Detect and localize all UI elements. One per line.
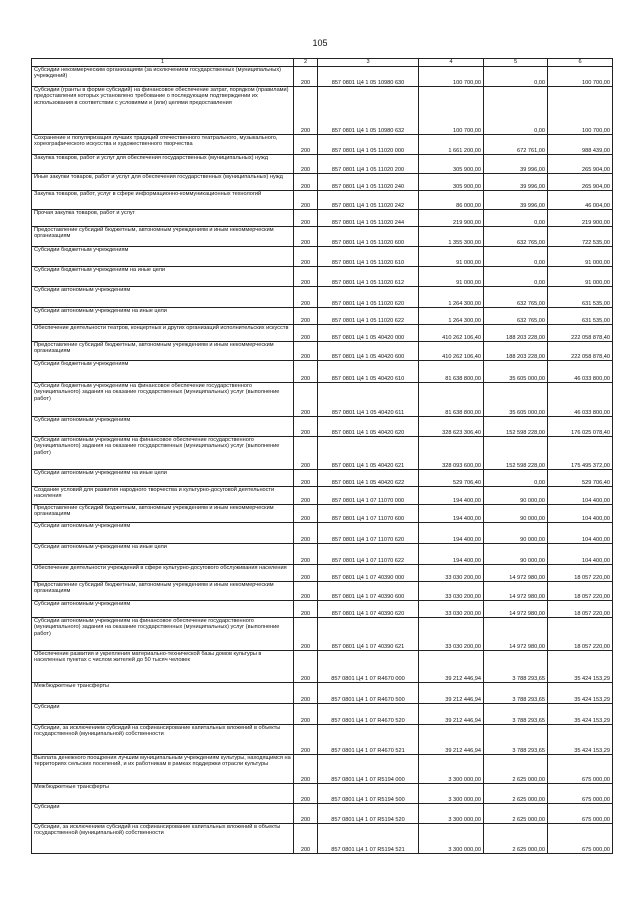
header-cell: 6	[548, 59, 613, 67]
page-number: 105	[312, 38, 328, 48]
row-amount-total: 3 300 000,00	[419, 784, 484, 804]
table-row	[32, 544, 613, 565]
row-amount-remaining: 675 000,00	[548, 784, 613, 804]
row-classification-code: 857 0801 Ц4 1 05 40420 621	[318, 437, 419, 470]
row-classification-code: 857 0801 Ц4 1 07 R4670 520	[318, 704, 419, 725]
header-cell: 1	[32, 59, 294, 67]
row-amount-remaining: 529 706,40	[548, 470, 613, 487]
row-admin-code: 200	[294, 725, 318, 755]
row-amount-total: 194 400,00	[419, 523, 484, 544]
row-amount-total: 33 030 200,00	[419, 601, 484, 618]
row-amount-remaining: 222 058 878,40	[548, 342, 613, 361]
row-amount-total: 39 212 446,94	[419, 683, 484, 704]
table-row	[32, 651, 613, 683]
row-classification-code: 857 0801 Ц4 1 05 11020 612	[318, 267, 419, 287]
row-name: Субсидии бюджетным учреждениям на иные цели	[32, 267, 294, 287]
row-amount-executed: 3 788 293,65	[484, 725, 548, 755]
row-amount-executed: 672 761,00	[484, 135, 548, 155]
row-amount-total: 100 700,00	[419, 67, 484, 87]
row-amount-total: 1 355 300,00	[419, 227, 484, 247]
row-amount-total: 194 400,00	[419, 505, 484, 523]
table-row	[32, 342, 613, 361]
row-amount-remaining: 675 000,00	[548, 804, 613, 824]
row-classification-code: 857 0801 Ц4 1 07 R5194 000	[318, 755, 419, 784]
row-admin-code: 200	[294, 417, 318, 437]
row-name: Субсидии автономным учреждениям на финансовое обеспечение государственного (муниципального) задания на оказание государственных (муниципальных) услуг (выполнение работ)	[32, 437, 294, 470]
row-name: Субсидии автономным учреждениям на иные цели	[32, 544, 294, 565]
row-classification-code: 857 0801 Ц4 1 07 11070 622	[318, 544, 419, 565]
row-amount-remaining: 176 025 078,40	[548, 417, 613, 437]
row-name: Субсидии автономным учреждениям	[32, 601, 294, 618]
row-amount-remaining: 18 057 220,00	[548, 601, 613, 618]
row-amount-executed: 39 996,00	[484, 191, 548, 210]
row-classification-code: 857 0801 Ц4 1 05 11020 000	[318, 135, 419, 155]
table-row	[32, 383, 613, 417]
row-classification-code: 857 0801 Ц4 1 05 40420 622	[318, 470, 419, 487]
row-amount-remaining: 91 000,00	[548, 267, 613, 287]
row-name: Предоставление субсидий бюджетным, автономным учреждениям и иным некоммерческим организациям	[32, 227, 294, 247]
row-name: Обеспечение деятельности учреждений в сфере культурно-досугового обслуживания населения	[32, 565, 294, 582]
row-amount-total: 194 400,00	[419, 487, 484, 505]
row-amount-executed: 14 972 980,00	[484, 565, 548, 582]
row-amount-total: 100 700,00	[419, 87, 484, 135]
row-amount-executed: 632 765,00	[484, 227, 548, 247]
row-name: Субсидии, за исключением субсидий на софинансирование капитальных вложений в объекты государственной (муниципальной) собственности	[32, 725, 294, 755]
row-admin-code: 200	[294, 437, 318, 470]
row-admin-code: 200	[294, 361, 318, 383]
row-admin-code: 200	[294, 267, 318, 287]
row-amount-executed: 3 788 293,65	[484, 683, 548, 704]
row-classification-code: 857 0801 Ц4 1 07 R4670 500	[318, 683, 419, 704]
row-amount-executed: 39 996,00	[484, 174, 548, 191]
row-amount-executed: 14 972 980,00	[484, 618, 548, 651]
row-amount-remaining: 722 535,00	[548, 227, 613, 247]
row-amount-total: 1 264 300,00	[419, 287, 484, 308]
row-admin-code: 200	[294, 342, 318, 361]
row-amount-executed: 90 000,00	[484, 544, 548, 565]
row-classification-code: 857 0801 Ц4 1 05 40420 000	[318, 325, 419, 342]
row-name: Обеспечение развития и укрепления материально-технической базы домов культуры в населенных пунктах с числом жителей до 50 тысяч человек	[32, 651, 294, 683]
row-amount-total: 81 638 800,00	[419, 383, 484, 417]
row-amount-remaining: 104 400,00	[548, 487, 613, 505]
row-amount-total: 410 262 106,40	[419, 325, 484, 342]
row-amount-executed: 0,00	[484, 210, 548, 227]
row-name: Предоставление субсидий бюджетным, автономным учреждениям и иным некоммерческим организациям	[32, 505, 294, 523]
row-amount-remaining: 219 900,00	[548, 210, 613, 227]
table-row	[32, 417, 613, 437]
table-row	[32, 601, 613, 618]
row-amount-executed: 188 203 228,00	[484, 342, 548, 361]
row-name: Создание условий для развития народного творчества и культурно-досуговой деятельности населения	[32, 487, 294, 505]
row-amount-total: 3 300 000,00	[419, 804, 484, 824]
row-classification-code: 857 0801 Ц4 1 05 11020 240	[318, 174, 419, 191]
row-amount-total: 91 000,00	[419, 267, 484, 287]
row-amount-total: 3 300 000,00	[419, 824, 484, 854]
row-amount-executed: 90 000,00	[484, 523, 548, 544]
table-row	[32, 704, 613, 725]
table-row	[32, 523, 613, 544]
row-amount-total: 305 900,00	[419, 155, 484, 174]
table-row	[32, 287, 613, 308]
row-name: Субсидии автономным учреждениям	[32, 287, 294, 308]
row-admin-code: 200	[294, 135, 318, 155]
row-admin-code: 200	[294, 487, 318, 505]
row-amount-executed: 188 203 228,00	[484, 325, 548, 342]
row-amount-executed: 2 625 000,00	[484, 804, 548, 824]
row-amount-remaining: 100 700,00	[548, 67, 613, 87]
row-admin-code: 200	[294, 651, 318, 683]
row-classification-code: 857 0801 Ц4 1 07 11070 600	[318, 505, 419, 523]
row-admin-code: 200	[294, 784, 318, 804]
row-amount-executed: 14 972 980,00	[484, 601, 548, 618]
row-amount-total: 3 300 000,00	[419, 755, 484, 784]
budget-table	[31, 58, 613, 854]
row-admin-code: 200	[294, 308, 318, 325]
row-amount-total: 81 638 800,00	[419, 361, 484, 383]
table-row	[32, 618, 613, 651]
row-classification-code: 857 0801 Ц4 1 07 R4670 521	[318, 725, 419, 755]
row-name: Субсидии некоммерческим организациям (за исключением государственных (муниципальных) учреждений)	[32, 67, 294, 87]
row-admin-code: 200	[294, 247, 318, 267]
row-classification-code: 857 0801 Ц4 1 07 R5194 520	[318, 804, 419, 824]
row-admin-code: 200	[294, 470, 318, 487]
row-amount-remaining: 175 495 372,00	[548, 437, 613, 470]
table-row	[32, 191, 613, 210]
row-amount-total: 328 623 306,40	[419, 417, 484, 437]
row-amount-executed: 0,00	[484, 470, 548, 487]
row-name: Выплата денежного поощрения лучшим муниципальным учреждениям культуры, находящимся на территориях сельских поселений, и их работникам в рамках поддержки отрасли культуры	[32, 755, 294, 784]
row-admin-code: 200	[294, 287, 318, 308]
row-amount-total: 33 030 200,00	[419, 582, 484, 601]
row-name: Закупка товаров, работ, услуг в сфере информационно-коммуникационных технологий	[32, 191, 294, 210]
row-name: Прочая закупка товаров, работ и услуг	[32, 210, 294, 227]
row-amount-executed: 2 625 000,00	[484, 784, 548, 804]
row-amount-total: 33 030 200,00	[419, 565, 484, 582]
row-amount-remaining: 18 057 220,00	[548, 582, 613, 601]
row-name: Субсидии	[32, 804, 294, 824]
row-admin-code: 200	[294, 601, 318, 618]
row-amount-remaining: 988 439,00	[548, 135, 613, 155]
row-name: Межбюджетные трансферты	[32, 683, 294, 704]
table-row	[32, 565, 613, 582]
table-row	[32, 67, 613, 87]
row-amount-executed: 90 000,00	[484, 505, 548, 523]
row-admin-code: 200	[294, 824, 318, 854]
row-name: Субсидии автономным учреждениям на иные цели	[32, 308, 294, 325]
row-admin-code: 200	[294, 683, 318, 704]
row-amount-executed: 0,00	[484, 247, 548, 267]
table-row	[32, 227, 613, 247]
row-amount-total: 39 212 446,94	[419, 725, 484, 755]
table-row	[32, 725, 613, 755]
table-row	[32, 210, 613, 227]
table-row	[32, 804, 613, 824]
row-classification-code: 857 0801 Ц4 1 05 11020 600	[318, 227, 419, 247]
row-admin-code: 200	[294, 618, 318, 651]
row-amount-total: 328 093 600,00	[419, 437, 484, 470]
row-amount-executed: 0,00	[484, 67, 548, 87]
row-admin-code: 200	[294, 582, 318, 601]
table-row	[32, 784, 613, 804]
row-name: Субсидии	[32, 704, 294, 725]
row-amount-remaining: 35 424 153,29	[548, 683, 613, 704]
row-amount-remaining: 265 904,00	[548, 174, 613, 191]
row-classification-code: 857 0801 Ц4 1 07 40390 621	[318, 618, 419, 651]
row-amount-total: 194 400,00	[419, 544, 484, 565]
row-amount-executed: 632 765,00	[484, 308, 548, 325]
row-name: Обеспечение деятельности театров, концертных и других организаций исполнительских искусств	[32, 325, 294, 342]
row-admin-code: 200	[294, 210, 318, 227]
row-classification-code: 857 0801 Ц4 1 07 11070 620	[318, 523, 419, 544]
row-admin-code: 200	[294, 67, 318, 87]
row-amount-executed: 90 000,00	[484, 487, 548, 505]
row-amount-remaining: 631 535,00	[548, 287, 613, 308]
row-amount-total: 305 900,00	[419, 174, 484, 191]
table-row	[32, 755, 613, 784]
row-name: Субсидии бюджетным учреждениям на финансовое обеспечение государственного (муниципального) задания на оказание государственных (муниципальных) услуг (выполнение работ)	[32, 383, 294, 417]
table-row	[32, 155, 613, 174]
row-amount-total: 1 661 200,00	[419, 135, 484, 155]
row-name: Сохранение и популяризация лучших традиций отечественного театрального, музыкального, хореографического искусства и художественного творчества	[32, 135, 294, 155]
row-amount-executed: 35 605 000,00	[484, 383, 548, 417]
row-classification-code: 857 0801 Ц4 1 07 R5194 500	[318, 784, 419, 804]
row-admin-code: 200	[294, 704, 318, 725]
row-admin-code: 200	[294, 523, 318, 544]
row-amount-remaining: 265 904,00	[548, 155, 613, 174]
row-amount-remaining: 35 424 153,29	[548, 704, 613, 725]
row-amount-total: 219 900,00	[419, 210, 484, 227]
row-amount-executed: 632 765,00	[484, 287, 548, 308]
row-amount-remaining: 104 400,00	[548, 523, 613, 544]
row-amount-remaining: 100 700,00	[548, 87, 613, 135]
row-admin-code: 200	[294, 191, 318, 210]
table-row	[32, 308, 613, 325]
table-row	[32, 824, 613, 854]
row-admin-code: 200	[294, 325, 318, 342]
row-amount-executed: 39 996,00	[484, 155, 548, 174]
row-admin-code: 200	[294, 565, 318, 582]
row-amount-executed: 0,00	[484, 87, 548, 135]
row-amount-remaining: 46 033 800,00	[548, 383, 613, 417]
table-row	[32, 135, 613, 155]
row-classification-code: 857 0801 Ц4 1 05 11020 620	[318, 287, 419, 308]
table-header-row	[32, 59, 613, 67]
row-admin-code: 200	[294, 155, 318, 174]
table-row	[32, 174, 613, 191]
row-admin-code: 200	[294, 174, 318, 191]
row-amount-total: 39 212 446,94	[419, 651, 484, 683]
row-classification-code: 857 0801 Ц4 1 05 40420 600	[318, 342, 419, 361]
row-name: Иные закупки товаров, работ и услуг для обеспечения государственных (муниципальных) нужд	[32, 174, 294, 191]
row-name: Предоставление субсидий бюджетным, автономным учреждениям и иным некоммерческим организациям	[32, 582, 294, 601]
row-classification-code: 857 0801 Ц4 1 07 11070 000	[318, 487, 419, 505]
table-row	[32, 437, 613, 470]
row-classification-code: 857 0801 Ц4 1 07 40390 620	[318, 601, 419, 618]
row-amount-executed: 152 598 228,00	[484, 417, 548, 437]
row-classification-code: 857 0801 Ц4 1 07 40390 000	[318, 565, 419, 582]
row-amount-total: 529 706,40	[419, 470, 484, 487]
row-classification-code: 857 0801 Ц4 1 07 40390 600	[318, 582, 419, 601]
row-amount-remaining: 675 000,00	[548, 755, 613, 784]
row-amount-remaining: 675 000,00	[548, 824, 613, 854]
table-row	[32, 87, 613, 135]
row-admin-code: 200	[294, 227, 318, 247]
header-cell: 4	[419, 59, 484, 67]
header-cell: 2	[294, 59, 318, 67]
row-amount-executed: 2 625 000,00	[484, 755, 548, 784]
table-row	[32, 247, 613, 267]
row-amount-remaining: 18 057 220,00	[548, 618, 613, 651]
row-amount-total: 86 000,00	[419, 191, 484, 210]
row-name: Субсидии автономным учреждениям на финансовое обеспечение государственного (муниципального) задания на оказание государственных (муниципальных) услуг (выполнение работ)	[32, 618, 294, 651]
row-classification-code: 857 0801 Ц4 1 05 10980 632	[318, 87, 419, 135]
row-admin-code: 200	[294, 755, 318, 784]
row-name: Межбюджетные трансферты	[32, 784, 294, 804]
row-amount-total: 39 212 446,94	[419, 704, 484, 725]
row-amount-remaining: 18 057 220,00	[548, 565, 613, 582]
row-classification-code: 857 0801 Ц4 1 05 40420 620	[318, 417, 419, 437]
row-amount-executed: 3 788 293,65	[484, 651, 548, 683]
table-row	[32, 267, 613, 287]
table-row	[32, 361, 613, 383]
row-name: Субсидии, за исключением субсидий на софинансирование капитальных вложений в объекты государственной (муниципальной) собственности	[32, 824, 294, 854]
row-amount-executed: 3 788 293,65	[484, 704, 548, 725]
row-amount-total: 1 264 300,00	[419, 308, 484, 325]
row-amount-remaining: 222 058 878,40	[548, 325, 613, 342]
row-amount-executed: 35 605 000,00	[484, 361, 548, 383]
row-amount-remaining: 35 424 153,29	[548, 651, 613, 683]
row-admin-code: 200	[294, 544, 318, 565]
row-name: Субсидии (гранты в форме субсидий) на финансовое обеспечение затрат, порядком (правилами) предоставления которых установлено требование о последующем подтверждении их использования в соответствии с условиями и (или) целями предоставления	[32, 87, 294, 135]
row-classification-code: 857 0801 Ц4 1 05 40420 610	[318, 361, 419, 383]
row-amount-remaining: 46 033 800,00	[548, 361, 613, 383]
row-classification-code: 857 0801 Ц4 1 05 11020 622	[318, 308, 419, 325]
row-amount-total: 410 262 106,40	[419, 342, 484, 361]
row-name: Субсидии бюджетным учреждениям	[32, 247, 294, 267]
row-name: Закупка товаров, работ и услуг для обеспечения государственных (муниципальных) нужд	[32, 155, 294, 174]
row-amount-remaining: 46 004,00	[548, 191, 613, 210]
row-name: Предоставление субсидий бюджетным, автономным учреждениям и иным некоммерческим организациям	[32, 342, 294, 361]
row-amount-total: 33 030 200,00	[419, 618, 484, 651]
row-amount-remaining: 104 400,00	[548, 505, 613, 523]
row-name: Субсидии бюджетным учреждениям	[32, 361, 294, 383]
table-row	[32, 470, 613, 487]
header-cell: 3	[318, 59, 419, 67]
table-row	[32, 487, 613, 505]
row-name: Субсидии автономным учреждениям	[32, 417, 294, 437]
row-amount-remaining: 631 535,00	[548, 308, 613, 325]
row-classification-code: 857 0801 Ц4 1 07 R4670 000	[318, 651, 419, 683]
table-row	[32, 505, 613, 523]
header-cell: 5	[484, 59, 548, 67]
row-classification-code: 857 0801 Ц4 1 05 40420 611	[318, 383, 419, 417]
row-amount-remaining: 104 400,00	[548, 544, 613, 565]
row-classification-code: 857 0801 Ц4 1 05 11020 610	[318, 247, 419, 267]
row-admin-code: 200	[294, 383, 318, 417]
row-amount-executed: 152 598 228,00	[484, 437, 548, 470]
row-classification-code: 857 0801 Ц4 1 05 11020 244	[318, 210, 419, 227]
row-amount-executed: 2 625 000,00	[484, 824, 548, 854]
row-amount-executed: 0,00	[484, 267, 548, 287]
row-admin-code: 200	[294, 804, 318, 824]
row-name: Субсидии автономным учреждениям на иные цели	[32, 470, 294, 487]
row-classification-code: 857 0801 Ц4 1 07 R5194 521	[318, 824, 419, 854]
row-amount-executed: 14 972 980,00	[484, 582, 548, 601]
row-classification-code: 857 0801 Ц4 1 05 11020 242	[318, 191, 419, 210]
table-row	[32, 582, 613, 601]
row-classification-code: 857 0801 Ц4 1 05 10980 630	[318, 67, 419, 87]
table-row	[32, 683, 613, 704]
row-amount-remaining: 35 424 153,29	[548, 725, 613, 755]
row-amount-remaining: 91 000,00	[548, 247, 613, 267]
row-admin-code: 200	[294, 505, 318, 523]
row-name: Субсидии автономным учреждениям	[32, 523, 294, 544]
row-admin-code: 200	[294, 87, 318, 135]
row-classification-code: 857 0801 Ц4 1 05 11020 200	[318, 155, 419, 174]
row-amount-total: 91 000,00	[419, 247, 484, 267]
table-row	[32, 325, 613, 342]
